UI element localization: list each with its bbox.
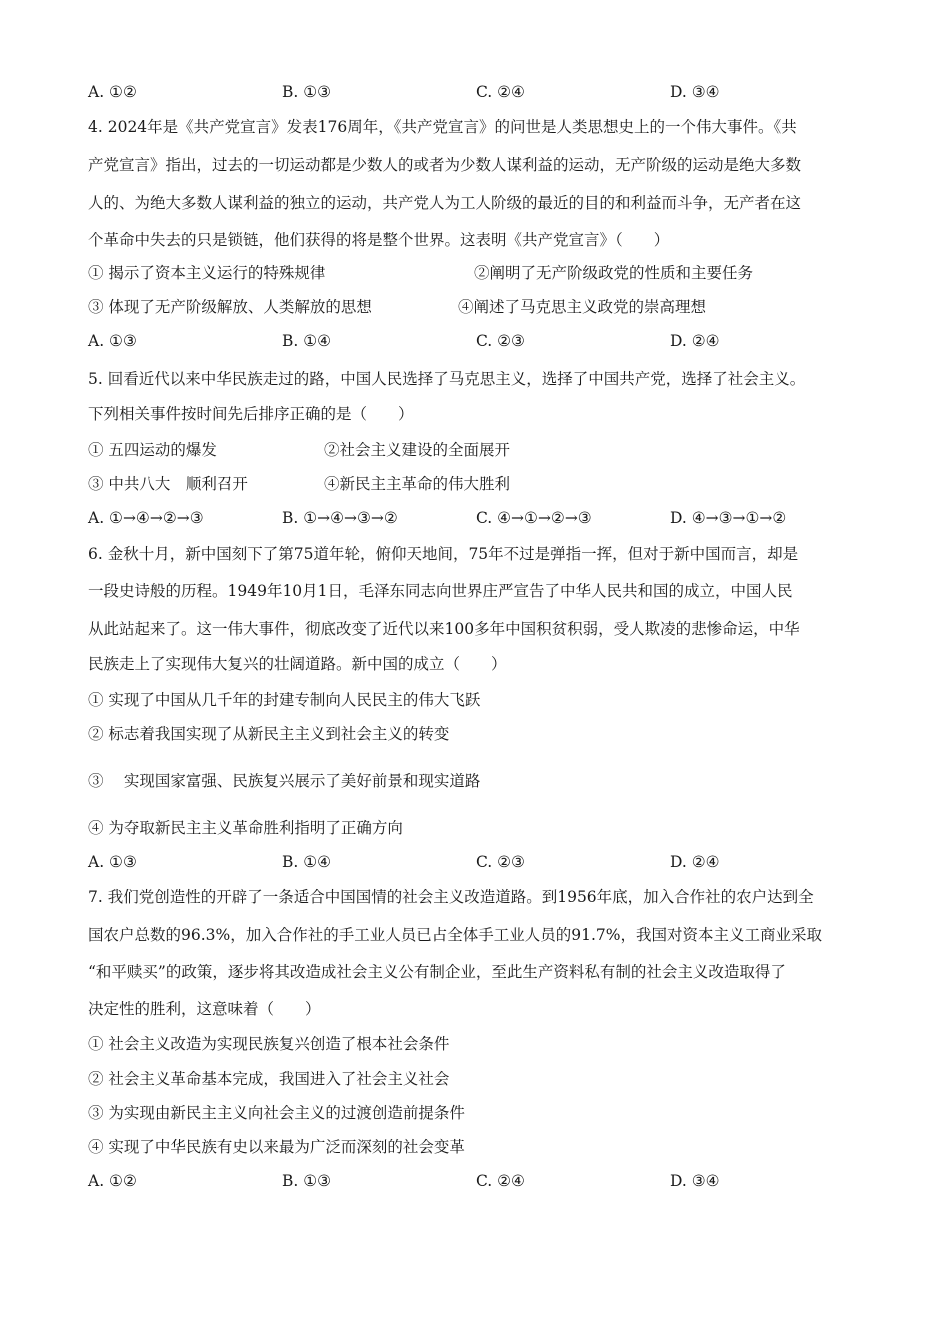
q7-options <box>88 1170 868 1192</box>
q7-statement-4: ④ 实现了中华民族有史以来最为广泛而深刻的社会变革 <box>88 1138 465 1156</box>
q6-options <box>88 851 868 873</box>
q3-option-d: D. ③④ <box>670 83 720 101</box>
q7-option-b: B. ①③ <box>282 1172 332 1190</box>
q5-stem-line: 下列相关事件按时间先后排序正确的是（ ） <box>88 405 414 423</box>
q4-statement-2: ②阐明了无产阶级政党的性质和主要任务 <box>474 264 754 282</box>
q4-option-a: A. ①③ <box>88 332 137 350</box>
q5-statement-4: ④新民主主革命的伟大胜利 <box>324 475 511 493</box>
q6-option-b: B. ①④ <box>282 853 332 871</box>
q3-option-c: C. ②④ <box>476 83 525 101</box>
q4-option-c: C. ②③ <box>476 332 525 350</box>
q6-option-a: A. ①③ <box>88 853 137 871</box>
q5-option-a: A. ①→④→②→③ <box>88 509 204 527</box>
q4-option-b: B. ①④ <box>282 332 332 350</box>
q6-option-d: D. ②④ <box>670 853 720 871</box>
q7-statement-3: ③ 为实现由新民主主义向社会主义的过渡创造前提条件 <box>88 1104 465 1122</box>
q5-option-c: C. ④→①→②→③ <box>476 509 592 527</box>
q6-statement-3: ③ 实现国家富强、民族复兴展示了美好前景和现实道路 <box>88 772 481 790</box>
q4-stem-line: 个革命中失去的只是锁链，他们获得的将是整个世界。这表明《共产党宣言》（ ） <box>88 231 670 249</box>
q6-option-c: C. ②③ <box>476 853 525 871</box>
q6-stem-line: 一段史诗般的历程。1949年10月1日，毛泽东同志向世界庄严宣告了中华人民共和国的成立，中国人民 <box>88 582 793 600</box>
q5-statements-row <box>88 473 868 495</box>
q7-stem-line: “和平赎买”的政策，逐步将其改造成社会主义公有制企业，至此生产资料私有制的社会主义改造取得了 <box>88 963 786 981</box>
q4-statements-row <box>88 262 868 284</box>
q4-statement-4: ④阐述了马克思主义政党的崇高理想 <box>458 298 707 316</box>
q3-option-a: A. ①② <box>88 83 137 101</box>
q3-options <box>88 81 868 103</box>
q7-option-a: A. ①② <box>88 1172 137 1190</box>
q6-statement-2: ② 标志着我国实现了从新民主主义到社会主义的转变 <box>88 725 450 743</box>
q7-option-d: D. ③④ <box>670 1172 720 1190</box>
q5-option-b: B. ①→④→③→② <box>282 509 398 527</box>
q4-statements-row <box>88 296 868 318</box>
q6-stem-line: 6. 金秋十月，新中国刻下了第75道年轮，俯仰天地间，75年不过是弹指一挥，但对于新中国而言，却是 <box>88 545 799 563</box>
q4-stem-line: 4. 2024年是《共产党宣言》发表176周年，《共产党宣言》的问世是人类思想史上的一个伟大事件。《共 <box>88 118 797 136</box>
q4-statement-1: ① 揭示了资本主义运行的特殊规律 <box>88 264 326 282</box>
q3-option-b: B. ①③ <box>282 83 332 101</box>
q4-options <box>88 330 868 352</box>
q5-options <box>88 507 868 529</box>
q5-statement-1: ① 五四运动的爆发 <box>88 441 217 459</box>
q5-statement-3: ③ 中共八大 顺利召开 <box>88 475 248 493</box>
q4-stem-line: 产党宣言》指出，过去的一切运动都是少数人的或者为少数人谋利益的运动，无产阶级的运动是绝大多数 <box>88 156 802 174</box>
q4-option-d: D. ②④ <box>670 332 720 350</box>
q7-option-c: C. ②④ <box>476 1172 525 1190</box>
q7-statement-2: ② 社会主义革命基本完成，我国进入了社会主义社会 <box>88 1070 450 1088</box>
q5-statement-2: ②社会主义建设的全面展开 <box>324 441 511 459</box>
q6-statement-1: ① 实现了中国从几千年的封建专制向人民民主的伟大飞跃 <box>88 691 481 709</box>
q7-stem-line: 决定性的胜利，这意味着（ ） <box>88 1000 321 1018</box>
q5-statements-row <box>88 439 868 461</box>
q6-stem-line: 民族走上了实现伟大复兴的壮阔道路。新中国的成立（ ） <box>88 655 507 673</box>
q7-stem-line: 7. 我们党创造性的开辟了一条适合中国国情的社会主义改造道路。到1956年底，加入合作社的农户达到全 <box>88 888 814 906</box>
q4-statement-3: ③ 体现了无产阶级解放、人类解放的思想 <box>88 298 372 316</box>
q5-option-d: D. ④→③→①→② <box>670 509 787 527</box>
q4-stem-line: 人的、为绝大多数人谋利益的独立的运动，共产党人为工人阶级的最近的目的和利益而斗争，无产者在这 <box>88 194 802 212</box>
q7-statement-1: ① 社会主义改造为实现民族复兴创造了根本社会条件 <box>88 1035 450 1053</box>
q7-stem-line: 国农户总数的96.3%，加入合作社的手工业人员已占全体手工业人员的91.7%，我国对资本主义工商业采取 <box>88 926 822 944</box>
q6-statement-4: ④ 为夺取新民主主义革命胜利指明了正确方向 <box>88 819 403 837</box>
q6-stem-line: 从此站起来了。这一伟大事件，彻底改变了近代以来100多年中国积贫积弱，受人欺凌的悲惨命运，中华 <box>88 620 800 638</box>
q5-stem-line: 5. 回看近代以来中华民族走过的路，中国人民选择了马克思主义，选择了中国共产党，选择了社会主义。 <box>88 370 806 388</box>
